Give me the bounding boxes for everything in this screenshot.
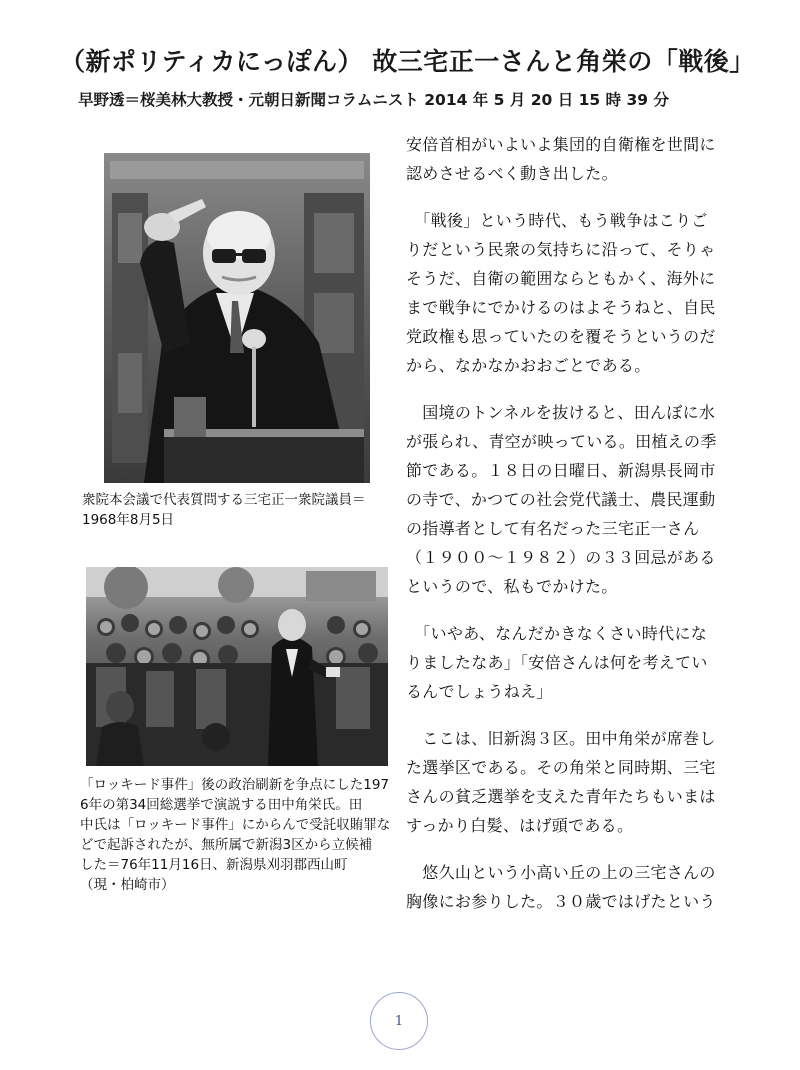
paragraph: 悠久山という小高い丘の上の三宅さんの 胸像にお参りした。３０歳ではげたという <box>406 863 716 911</box>
article-title: （新ポリティカにっぽん） 故三宅正一さんと角栄の「戦後」 <box>60 47 755 76</box>
paragraph: ここは、旧新潟３区。田中角栄が席巻し た選挙区である。その角栄と同時期、三宅 さんの貧乏選挙を支えた青年たちもいまは すっかり白髪、はげ頭である。 <box>406 729 716 835</box>
photo2-caption: 「ロッキード事件」後の政治刷新を争点にした197 6年の第34回総選挙で演説する田中角栄氏。田 中氏は「ロッキード事件」にからんで受託収賄罪な どで起訴されたが、無所属で新潟3区から立候補 した＝76年11月16日、新潟県刈羽郡西山町 （現・柏崎市） <box>80 777 391 893</box>
photo-tanaka-rally <box>86 567 388 766</box>
page-number: 1 <box>370 992 428 1050</box>
photo1-caption: 衆院本会議で代表質問する三宅正一衆院議員＝ 1968年8月5日 <box>82 492 366 528</box>
photo-miyake-speech <box>104 153 370 483</box>
paragraph: 「戦後」という時代、もう戦争はこりご りだという民衆の気持ちに沿って、そりゃ そうだ、自衛の範囲ならともかく、海外に まで戦争にでかけるのはよそうねと、自民 党政権も思っていたのを覆そうというのだ から、なかなかおおごとである。 <box>406 211 716 375</box>
article-body <box>406 130 736 934</box>
paragraph: 安倍首相がいよいよ集団的自衛権を世間に 認めさせるべく動き出した。 <box>406 135 716 183</box>
paragraph: 国境のトンネルを抜けると、田んぼに水 が張られ、青空が映っている。田植えの季 節である。１８日の日曜日、新潟県長岡市 の寺で、かつての社会党代議士、農民運動 の指導者として有名だった三宅正一さん （１９００～１９８２）の３３回忌がある というので、私もでかけた。 <box>406 403 717 596</box>
paragraph: 「いやあ、なんだかきなくさい時代にな りましたなあ」「安倍さんは何を考えてい るんでしょうねえ」 <box>406 624 708 701</box>
article-byline: 早野透＝桜美林大教授・元朝日新聞コラムニスト 2014 年 5 月 20 日 15 時 39 分 <box>78 91 669 109</box>
